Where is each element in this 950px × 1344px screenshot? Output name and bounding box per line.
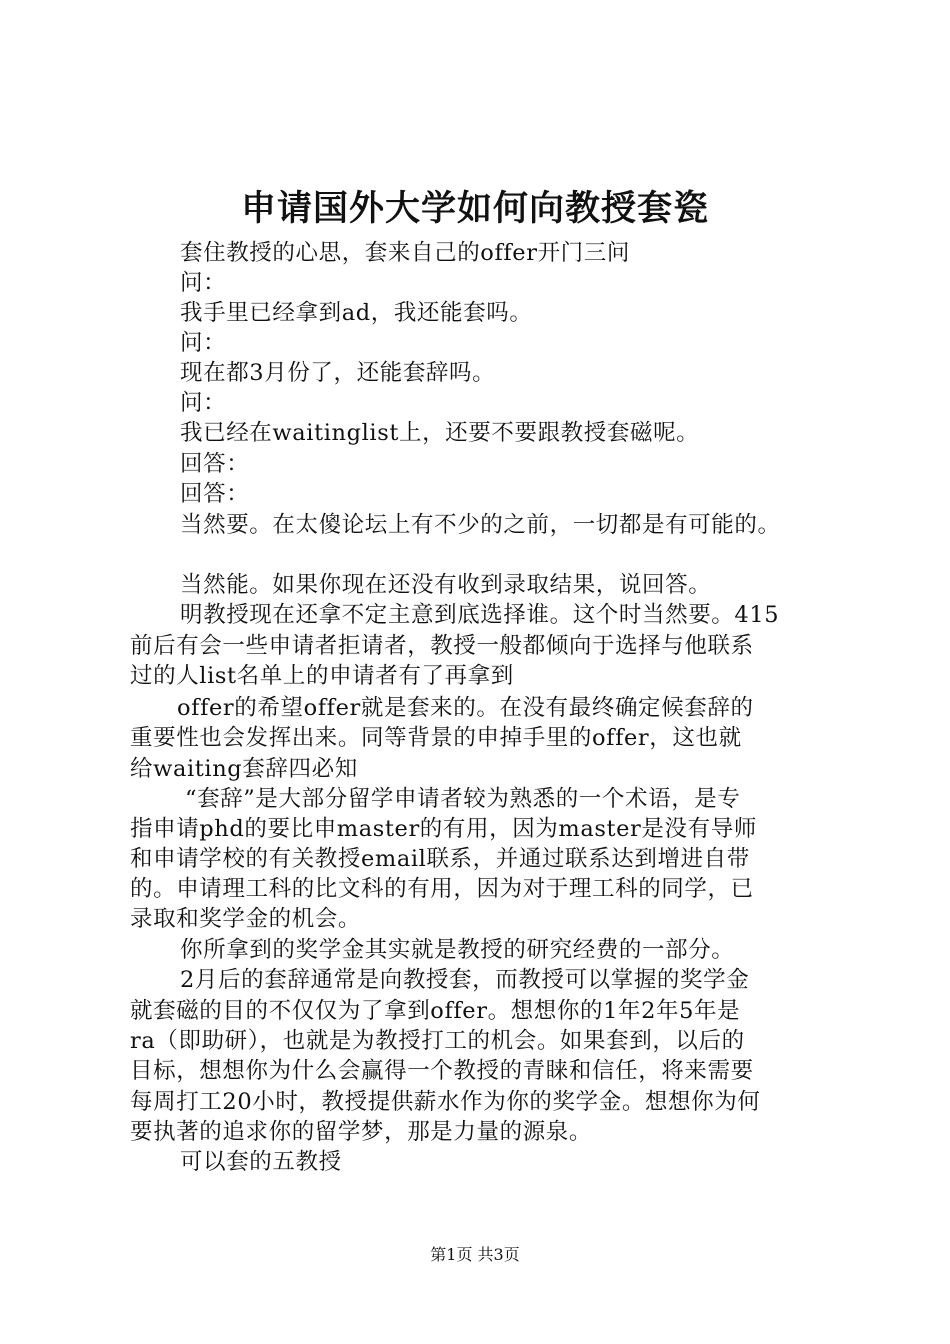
text-line: offer的希望offer就是套来的。在没有最终确定候套辞的 [177, 695, 754, 721]
page-number-footer: 第1页 共3页 [430, 1245, 520, 1264]
text-line: 现在都3月份了，还能套辞吗。 [180, 360, 496, 386]
text-line: 前后有会一些申请者拒请者，教授一般都倾向于选择与他联系 [130, 633, 754, 659]
text-line: “套辞”是大部分留学申请者较为熟悉的一个术语，是专 [185, 786, 741, 812]
text-line: 可以套的五教授 [180, 1149, 342, 1175]
text-line: 套住教授的心思，套来自己的offer开门三问 [180, 240, 630, 266]
text-line: 我手里已经拿到ad，我还能套吗。 [180, 300, 533, 326]
text-line: 录取和奖学金的机会。 [130, 906, 362, 932]
text-line: 当然要。在太傻论坛上有不少的之前，一切都是有可能的。 [180, 512, 781, 538]
text-line: 回答： [180, 481, 250, 507]
text-line: 我已经在waitinglist上，还要不要跟教授套磁呢。 [180, 420, 700, 446]
text-line: 的。申请理工科的比文科的有用，因为对于理工科的同学，已 [130, 876, 754, 902]
text-line: 2月后的套辞通常是向教授套，而教授可以掌握的奖学金 [180, 967, 750, 993]
document-title: 申请国外大学如何向教授套瓷 [240, 188, 709, 229]
text-line: 指申请phd的要比申master的有用，因为master是没有导师 [130, 816, 757, 842]
text-line: 问： [180, 270, 227, 296]
text-line: ra（即助研），也就是为教授打工的机会。如果套到，以后的 [130, 1028, 745, 1054]
text-line: 和申请学校的有关教授email联系，并通过联系达到增进自带 [130, 846, 750, 872]
text-line: 每周打工20小时，教授提供薪水作为你的奖学金。想想你为何 [130, 1089, 761, 1115]
text-line: 目标，想想你为什么会赢得一个教授的青睐和信任，将来需要 [130, 1058, 754, 1084]
text-line: 回答： [180, 451, 250, 477]
text-line: 明教授现在还拿不定主意到底选择谁。这个时当然要。415 [180, 602, 780, 628]
text-line: 你所拿到的奖学金其实就是教授的研究经费的一部分。 [180, 937, 735, 963]
text-line: 就套磁的目的不仅仅为了拿到offer。想想你的1年2年5年是 [130, 998, 741, 1024]
text-line: 要执著的追求你的留学梦，那是力量的源泉。 [130, 1119, 593, 1145]
text-line: 重要性也会发挥出来。同等背景的申掉手里的offer，这也就 [130, 725, 742, 751]
text-line: 问： [180, 330, 227, 356]
text-line: 给waiting套辞四必知 [130, 756, 358, 782]
text-line: 过的人list名单上的申请者有了再拿到 [130, 663, 514, 689]
text-line: 问： [180, 390, 227, 416]
text-line: 当然能。如果你现在还没有收到录取结果，说回答。 [180, 572, 712, 598]
